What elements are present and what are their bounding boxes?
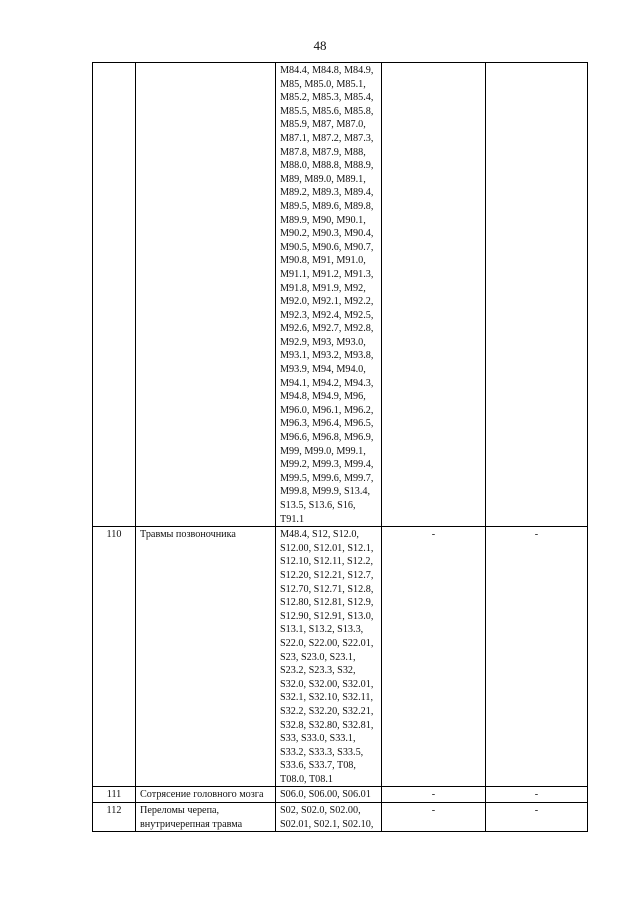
icd-codes-line: M94.1, M94.2, M94.3, — [280, 377, 374, 389]
icd-codes-line: M89, M89.0, M89.1, — [280, 173, 366, 185]
icd-codes-line: S23.2, S23.3, S32, — [280, 665, 356, 677]
icd-codes-line: S32.2, S32.20, S32.21, — [280, 705, 374, 717]
icd-codes-line: M96.6, M96.8, M96.9, — [280, 432, 374, 444]
icd-codes-line: T08.0, T08.1 — [280, 773, 334, 785]
icd-codes-line: M94.8, M94.9, M96, — [280, 391, 366, 403]
row-number-cell: 111 — [93, 787, 136, 803]
icd-codes-line: S02, S02.0, S02.00, — [280, 805, 361, 817]
diagnosis-name-cell — [136, 63, 276, 527]
icd-codes-line: M99, M99.0, M99.1, — [280, 445, 366, 457]
column-5-cell: - — [486, 787, 588, 803]
icd-codes-line: S32.1, S32.10, S32.11, — [280, 692, 374, 704]
row-number-cell — [93, 63, 136, 527]
icd-codes-line: M91.8, M91.9, M92, — [280, 282, 366, 294]
column-4-cell: - — [382, 803, 486, 832]
icd-codes-line: S13.1, S13.2, S13.3, — [280, 624, 364, 636]
icd-codes-line: S12.80, S12.81, S12.9, — [280, 597, 374, 609]
icd-codes-cell — [276, 527, 382, 787]
icd-codes-line: M93.1, M93.2, M93.8, — [280, 350, 374, 362]
icd-codes-line: S33.2, S33.3, S33.5, — [280, 746, 364, 758]
icd-codes-line: M88.0, M88.8, M88.9, — [280, 160, 374, 172]
icd-codes-line: M92.6, M92.7, M92.8, — [280, 323, 374, 335]
icd-codes-line: S33, S33.0, S33.1, — [280, 733, 356, 745]
icd-codes-line: M96.0, M96.1, M96.2, — [280, 404, 374, 416]
table-row — [93, 803, 588, 832]
icd-codes-cell — [276, 787, 382, 803]
icd-codes-line: M89.9, M90, M90.1, — [280, 214, 366, 226]
icd-codes-cell — [276, 63, 382, 527]
icd-codes-line: M99.8, M99.9, S13.4, — [280, 486, 371, 498]
icd-codes-line: M85.2, M85.3, M85.4, — [280, 92, 374, 104]
icd-codes-line: M84.4, M84.8, M84.9, — [280, 65, 374, 76]
icd-codes-line: S22.0, S22.00, S22.01, — [280, 637, 374, 649]
icd-codes-line: M92.0, M92.1, M92.2, — [280, 296, 374, 308]
column-5-cell: - — [486, 803, 588, 832]
icd-codes-line: T91.1 — [280, 513, 305, 525]
table-row — [93, 527, 588, 787]
icd-codes-line: M99.5, M99.6, M99.7, — [280, 472, 374, 484]
icd-codes-line: M99.2, M99.3, M99.4, — [280, 459, 374, 471]
icd-codes-line: S12.00, S12.01, S12.1, — [280, 542, 374, 554]
icd-codes-line: M96.3, M96.4, M96.5, — [280, 418, 374, 430]
column-4-cell: - — [382, 787, 486, 803]
icd-codes-line: M48.4, S12, S12.0, — [280, 529, 359, 541]
row-number-cell: 110 — [93, 527, 136, 787]
icd-codes-line: M87.1, M87.2, M87.3, — [280, 132, 374, 144]
column-5-cell — [486, 63, 588, 527]
icd-codes-line: M90.5, M90.6, M90.7, — [280, 241, 374, 253]
icd-codes-line: S12.20, S12.21, S12.7, — [280, 569, 374, 581]
icd-codes-line: S12.10, S12.11, S12.2, — [280, 556, 374, 568]
icd-codes-line: S23, S23.0, S23.1, — [280, 651, 356, 663]
icd-codes-line: M89.5, M89.6, M89.8, — [280, 200, 374, 212]
column-4-cell — [382, 63, 486, 527]
icd-codes-line: S32.0, S32.00, S32.01, — [280, 678, 374, 690]
diagnosis-name-cell: Переломы черепа, внутричерепная травма — [136, 803, 276, 832]
page-number: 48 — [313, 38, 327, 53]
icd-codes-line: M85.5, M85.6, M85.8, — [280, 105, 374, 117]
icd-codes-line: M91.1, M91.2, M91.3, — [280, 268, 374, 280]
table-row — [93, 787, 588, 803]
icd-codes-line: S02.01, S02.1, S02.10, — [280, 818, 374, 830]
diagnosis-name-cell: Сотрясение головного мозга — [136, 787, 276, 803]
icd-codes-line: S13.5, S13.6, S16, — [280, 500, 356, 511]
icd-codes-line: S32.8, S32.80, S32.81, — [280, 719, 374, 731]
table-row — [93, 63, 588, 527]
icd-codes-line: S33.6, S33.7, T08, — [280, 760, 356, 772]
column-4-cell: - — [382, 527, 486, 787]
icd-codes-line: M92.3, M92.4, M92.5, — [280, 309, 374, 321]
column-5-cell: - — [486, 527, 588, 787]
icd-codes-line: M89.2, M89.3, M89.4, — [280, 187, 374, 199]
icd-codes-line: M85, M85.0, M85.1, — [280, 78, 366, 90]
icd-codes-line: S12.90, S12.91, S13.0, — [280, 610, 374, 622]
icd-codes-line: S06.0, S06.00, S06.01 — [280, 789, 371, 801]
row-number-cell: 112 — [93, 803, 136, 832]
diagnosis-name-cell: Травмы позвоночника — [136, 527, 276, 787]
icd-codes-line: M93.9, M94, M94.0, — [280, 364, 366, 376]
codes-table — [92, 62, 588, 832]
icd-codes-line: M92.9, M93, M93.0, — [280, 336, 366, 348]
icd-codes-cell — [276, 803, 382, 832]
icd-codes-line: M87.8, M87.9, M88, — [280, 146, 366, 158]
icd-codes-line: M90.2, M90.3, M90.4, — [280, 228, 374, 240]
icd-codes-line: S12.70, S12.71, S12.8, — [280, 583, 374, 595]
icd-codes-line: M85.9, M87, M87.0, — [280, 119, 366, 131]
icd-codes-line: M90.8, M91, M91.0, — [280, 255, 366, 267]
